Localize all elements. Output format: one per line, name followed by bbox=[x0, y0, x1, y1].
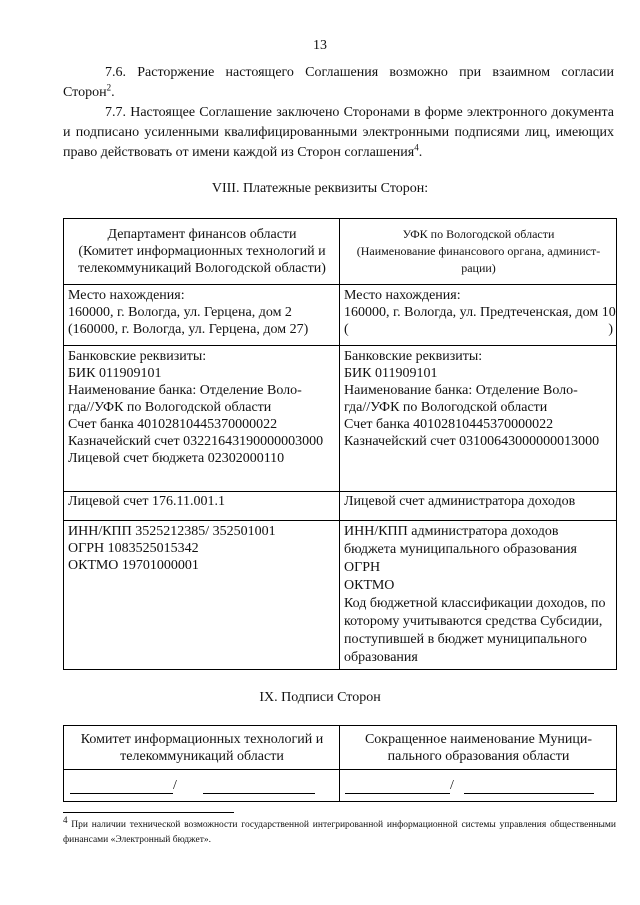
open-paren: ( bbox=[344, 322, 349, 337]
right-inn-kpp: ИНН/КПП администратора доходов бюджета муниципального образования bbox=[344, 524, 577, 557]
left-bank-name-1: Наименование банка: Отделение Воло- bbox=[68, 383, 302, 398]
right-location-blank bbox=[344, 321, 613, 338]
left-ogrn: ОГРН 1083525015342 bbox=[68, 541, 199, 556]
right-signature-field bbox=[340, 770, 617, 802]
right-signature-slash: / bbox=[450, 777, 454, 793]
right-ogrn: ОГРН bbox=[344, 560, 381, 575]
signatures-row bbox=[64, 770, 617, 802]
clause-7-7 bbox=[63, 103, 614, 163]
footnote-ref-2: 2 bbox=[106, 82, 112, 93]
left-signature-slash: / bbox=[173, 777, 177, 793]
right-header-line-3: рации) bbox=[461, 261, 496, 275]
footnote-ref-4: 4 bbox=[414, 142, 419, 153]
right-location-address: 160000, г. Вологда, ул. Предтеченская, дом 10 bbox=[344, 305, 616, 320]
left-budget-account: Лицевой счет бюджета 02302000110 bbox=[68, 451, 285, 466]
right-signature-line bbox=[345, 779, 450, 794]
left-header-line-2: (Комитет информационных технологий и bbox=[78, 244, 326, 259]
left-location-address: 160000, г. Вологда, ул. Герцена, дом 2 bbox=[68, 305, 292, 320]
footnote-4 bbox=[63, 814, 617, 848]
close-paren: ) bbox=[608, 322, 613, 337]
left-bank-details bbox=[64, 346, 340, 492]
footnote-text: При наличии технической возможности государственной интегрированной информационной системы управления общественными финансами «Электронный бюджет». bbox=[63, 820, 617, 845]
left-bank-label: Банковские реквизиты: bbox=[68, 349, 207, 364]
footnote-rule bbox=[63, 812, 234, 813]
left-inn-kpp: ИНН/КПП 3525212385/ 352501001 bbox=[68, 524, 276, 539]
bank-row bbox=[64, 346, 617, 492]
section-9-title: IX. Подписи Сторон bbox=[259, 690, 381, 705]
requisites-header-row bbox=[64, 219, 617, 285]
left-personal-account: Лицевой счет 176.11.001.1 bbox=[64, 492, 340, 521]
left-identifiers bbox=[64, 521, 340, 670]
right-party-header bbox=[340, 219, 617, 285]
signatures-header-row bbox=[64, 726, 617, 770]
right-treasury-account: Казначейский счет 03100643000000013000 bbox=[344, 434, 600, 449]
right-signatory-line-2: пального образования области bbox=[387, 748, 570, 764]
right-personal-account: Лицевой счет администратора доходов bbox=[340, 492, 617, 521]
left-party-header bbox=[64, 219, 340, 285]
right-location bbox=[340, 285, 617, 346]
account-row bbox=[64, 492, 617, 521]
left-treasury-account: Казначейский счет 03221643190000003000 bbox=[68, 434, 324, 449]
right-signatory-line-1: Сокращенное наименование Муници- bbox=[364, 731, 593, 747]
footnote-number: 4 bbox=[63, 814, 68, 825]
right-header-line-1: УФК по Вологодской области bbox=[402, 227, 555, 241]
right-identifiers bbox=[340, 521, 617, 670]
right-kbk: Код бюджетной классификации доходов, по которому учитываются средства Субсидии, поступившей в бюджет муниципального образования bbox=[344, 596, 606, 665]
right-bik: БИК 011909101 bbox=[344, 366, 438, 381]
signatures-table bbox=[63, 725, 617, 802]
left-location bbox=[64, 285, 340, 346]
left-name-line bbox=[203, 779, 315, 794]
right-bank-label: Банковские реквизиты: bbox=[344, 349, 483, 364]
right-location-label: Место нахождения: bbox=[344, 288, 461, 303]
section-8-title: VIII. Платежные реквизиты Сторон: bbox=[211, 181, 429, 196]
requisites-table bbox=[63, 218, 617, 670]
left-oktmo: ОКТМО 19701000001 bbox=[68, 558, 199, 573]
location-row bbox=[64, 285, 617, 346]
right-bank-name-2: гда//УФК по Вологодской области bbox=[344, 400, 548, 415]
page-number: 13 bbox=[313, 38, 327, 53]
right-bank-details bbox=[340, 346, 617, 492]
left-bank-name-2: гда//УФК по Вологодской области bbox=[68, 400, 272, 415]
left-signatory-header bbox=[64, 726, 340, 770]
left-bank-account: Счет банка 40102810445370000022 bbox=[68, 417, 278, 432]
left-header-line-1: Департамент финансов области bbox=[107, 227, 297, 242]
left-signatory-line-2: телекоммуникаций области bbox=[120, 748, 284, 764]
left-signature-field bbox=[64, 770, 340, 802]
clause-7-6 bbox=[63, 63, 614, 103]
left-signatory-line-1: Комитет информационных технологий и bbox=[80, 731, 324, 747]
right-signatory-header bbox=[340, 726, 617, 770]
left-header-line-3: телекоммуникаций Вологодской области) bbox=[78, 261, 326, 276]
right-bank-account: Счет банка 40102810445370000022 bbox=[344, 417, 554, 432]
left-location-alt-address: (160000, г. Вологда, ул. Герцена, дом 27) bbox=[68, 322, 309, 337]
right-name-line bbox=[464, 779, 594, 794]
left-signature-line bbox=[70, 779, 173, 794]
clause-7-7-tail: . bbox=[418, 145, 423, 160]
clause-7-7-text: 7.7. Настоящее Соглашение заключено Сторонами в форме электронного документа и подписано усиленными квалифицированными электронными подписями лиц, имеющих право действовать от имени каждой из Сторон соглашения bbox=[63, 105, 614, 160]
right-bank-name-1: Наименование банка: Отделение Воло- bbox=[344, 383, 578, 398]
left-location-label: Место нахождения: bbox=[68, 288, 185, 303]
clause-7-6-text: 7.6. Расторжение настоящего Соглашения возможно при взаимном согласии Сторон bbox=[63, 65, 614, 100]
left-bik: БИК 011909101 bbox=[68, 366, 162, 381]
right-oktmo: ОКТМО bbox=[344, 578, 395, 593]
right-header-line-2: (Наименование финансового органа, админист- bbox=[356, 244, 601, 258]
clause-7-6-tail: . bbox=[111, 85, 115, 100]
ids-row bbox=[64, 521, 617, 670]
